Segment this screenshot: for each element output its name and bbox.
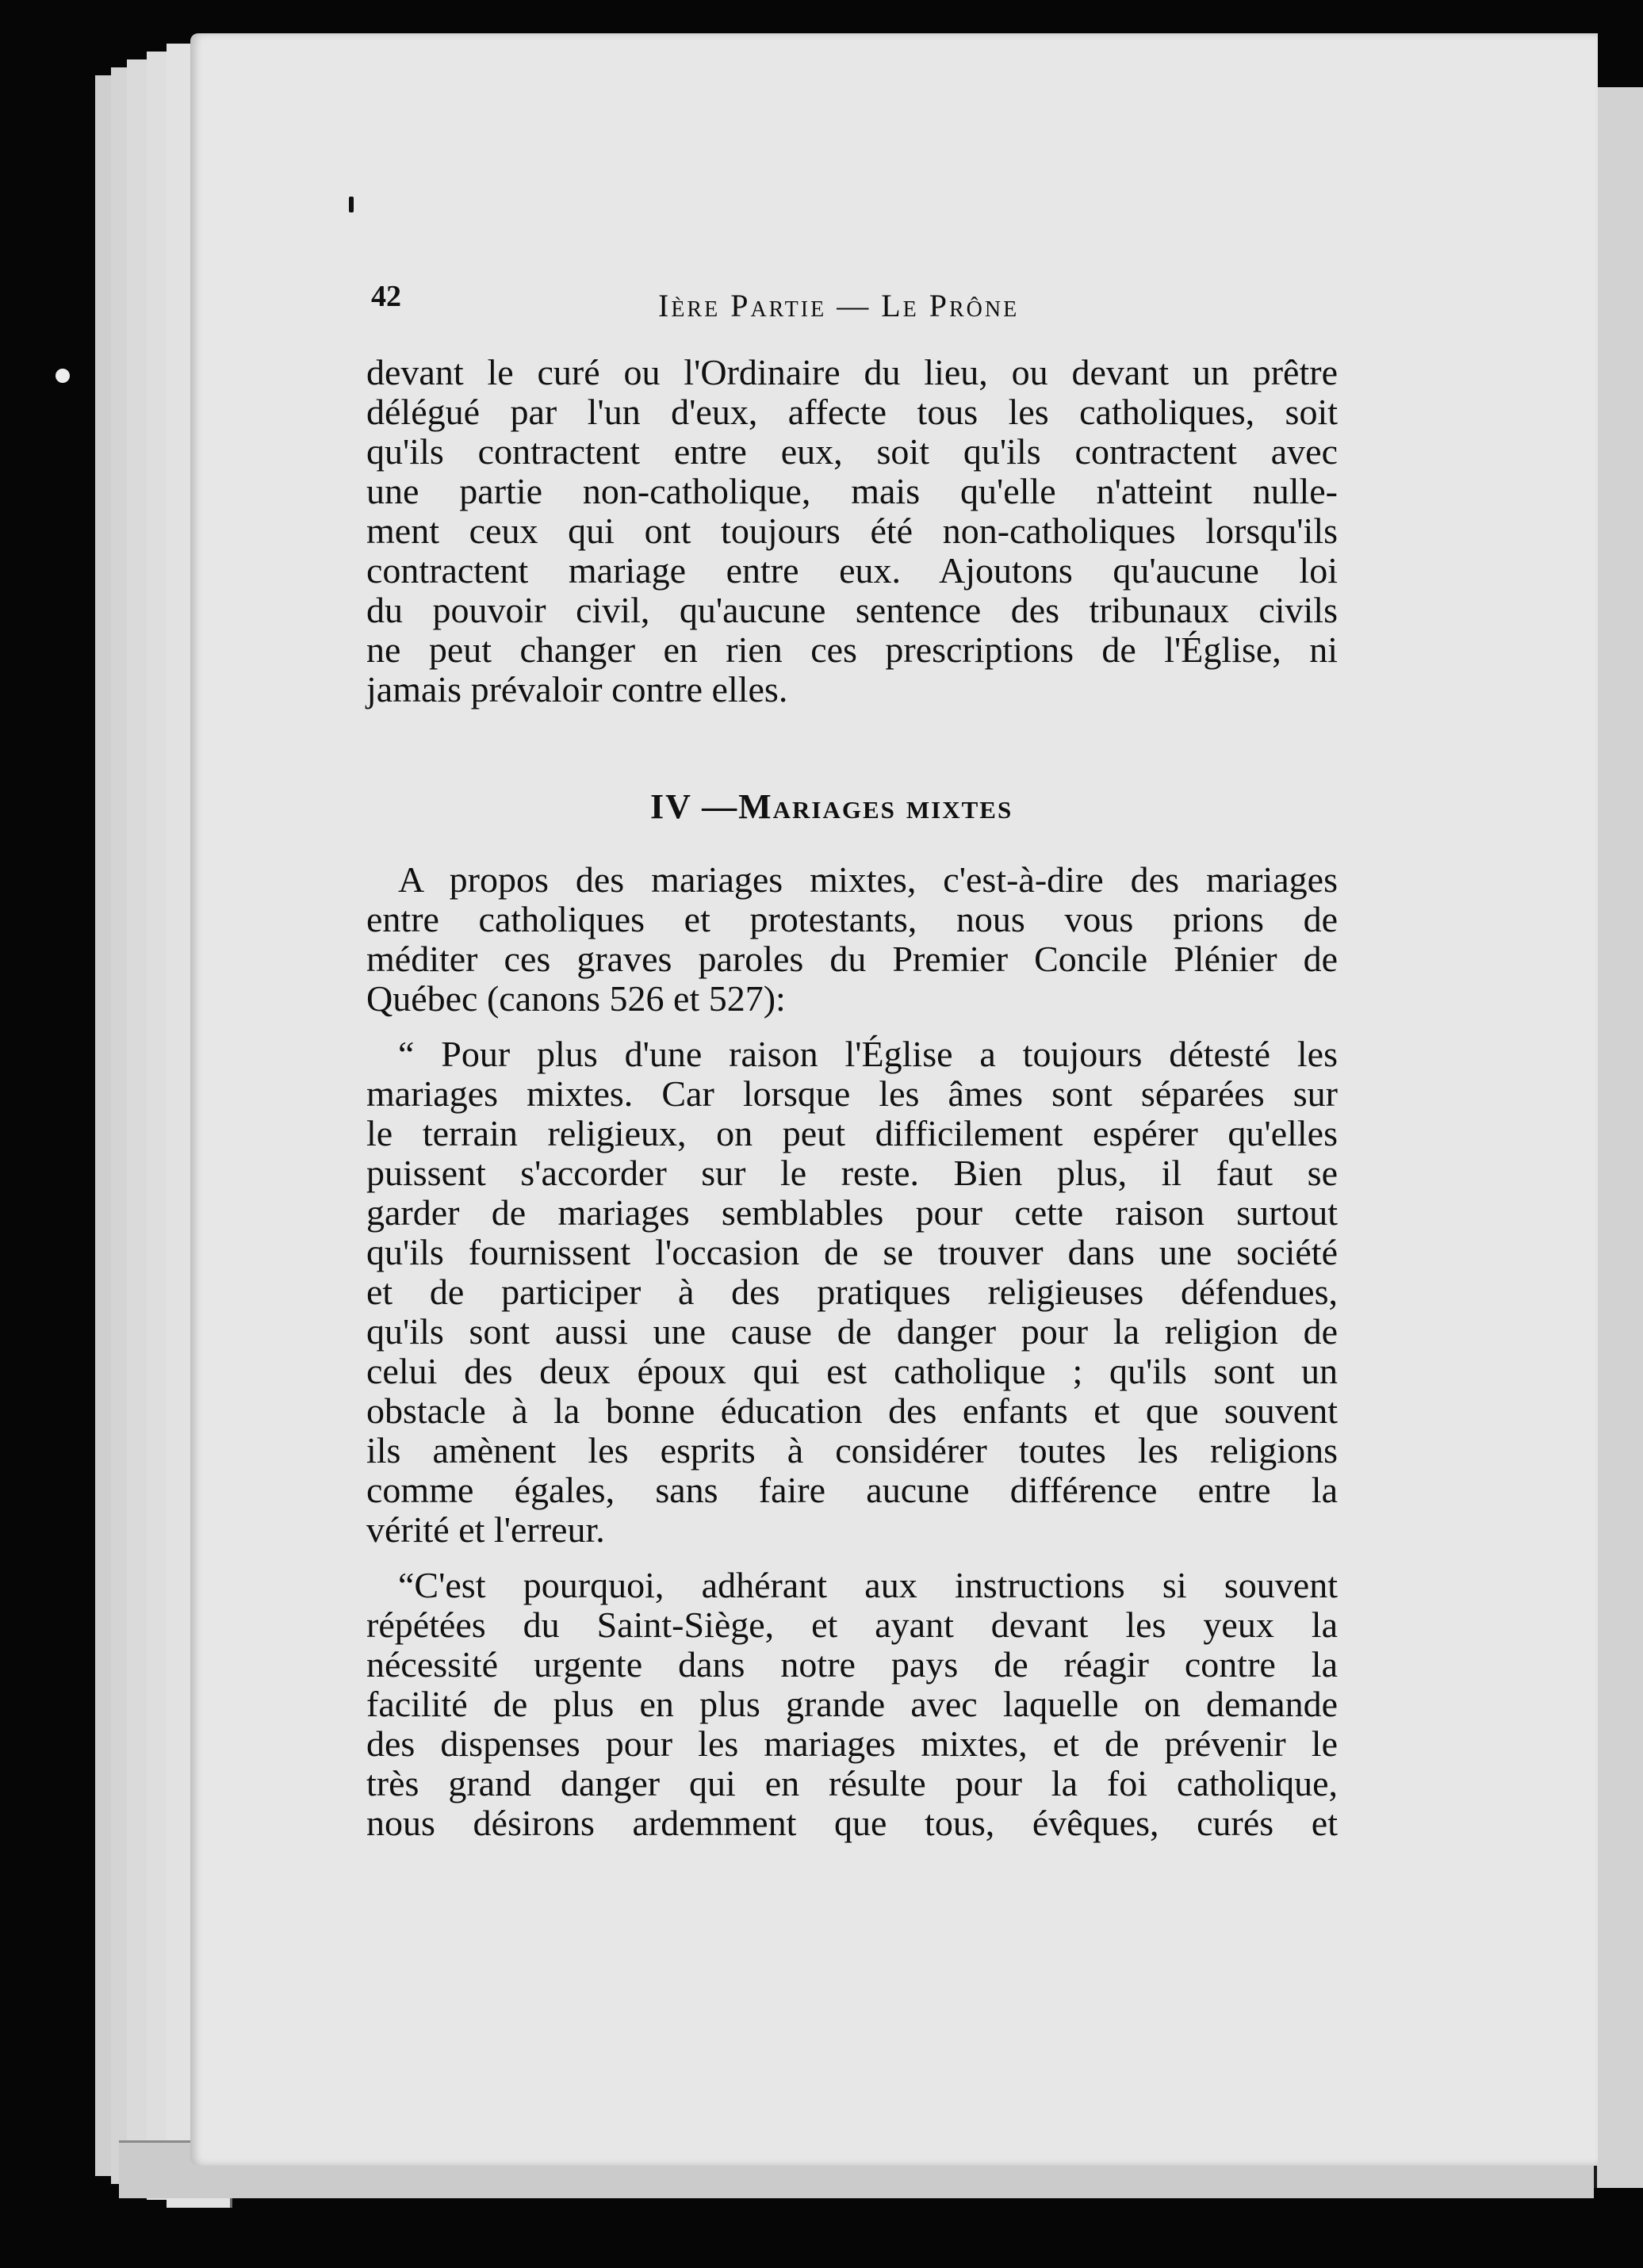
paragraph-2 xyxy=(366,860,1338,1019)
text-line: ment ceux qui ont toujours été non-catholiques lorsqu'ils xyxy=(366,511,1338,551)
text-line: qu'ils fournissent l'occasion de se trouver dans une société xyxy=(366,1232,1338,1272)
text-line: puissent s'accorder sur le reste. Bien plus, il faut se xyxy=(366,1153,1338,1193)
text-line: contractent mariage entre eux. Ajoutons qu'aucune loi xyxy=(366,550,1338,591)
text-line: très grand danger qui en résulte pour la foi catholique, xyxy=(366,1763,1338,1803)
text-line: “ Pour plus d'une raison l'Église a toujours détesté les xyxy=(398,1034,1338,1074)
paragraph-4 xyxy=(366,1566,1338,1843)
text-line: celui des deux époux qui est catholique ; qu'ils sont un xyxy=(366,1351,1338,1391)
text-line: méditer ces graves paroles du Premier Concile Plénier de xyxy=(366,939,1338,979)
text-line: qu'ils contractent entre eux, soit qu'ils contractent avec xyxy=(366,431,1338,472)
text-line: du pouvoir civil, qu'aucune sentence des tribunaux civils xyxy=(366,590,1338,630)
dust-speck xyxy=(56,369,70,383)
paragraph-1 xyxy=(366,353,1338,709)
text-line: Québec (canons 526 et 527): xyxy=(366,978,786,1019)
text-line: répétées du Saint-Siège, et ayant devant les yeux la xyxy=(366,1604,1338,1645)
text-line: A propos des mariages mixtes, c'est-à-dire des mariages xyxy=(398,859,1338,900)
running-head: Ière Partie — Le Prône xyxy=(658,288,1020,323)
margin-mark xyxy=(349,197,354,212)
text-line: jamais prévaloir contre elles. xyxy=(366,669,788,709)
text-line: obstacle à la bonne éducation des enfants et que souvent xyxy=(366,1390,1338,1431)
text-line: mariages mixtes. Car lorsque les âmes sont séparées sur xyxy=(366,1073,1338,1114)
text-line: délégué par l'un d'eux, affecte tous les catholiques, soit xyxy=(366,392,1338,432)
text-line: et de participer à des pratiques religieuses défendues, xyxy=(366,1272,1338,1312)
section-title: IV —Mariages mixtes xyxy=(650,787,1013,826)
text-line: des dispenses pour les mariages mixtes, et de prévenir le xyxy=(366,1723,1338,1764)
paragraph-3 xyxy=(366,1035,1338,1550)
text-line: vérité et l'erreur. xyxy=(366,1509,605,1550)
text-line: “C'est pourquoi, adhérant aux instructions si souvent xyxy=(398,1565,1338,1605)
text-line: nécessité urgente dans notre pays de réagir contre la xyxy=(366,1644,1338,1685)
text-line: comme égales, sans faire aucune différence entre la xyxy=(366,1470,1338,1510)
facing-page-edge xyxy=(1594,87,1643,2188)
text-line: ils amènent les esprits à considérer toutes les religions xyxy=(366,1430,1338,1471)
text-line: devant le curé ou l'Ordinaire du lieu, ou devant un prêtre xyxy=(366,352,1338,392)
text-line: entre catholiques et protestants, nous vous prions de xyxy=(366,899,1338,939)
text-line: garder de mariages semblables pour cette raison surtout xyxy=(366,1192,1338,1233)
text-line: le terrain religieux, on peut difficilement espérer qu'elles xyxy=(366,1113,1338,1153)
text-line: nous désirons ardemment que tous, évêques, curés et xyxy=(366,1803,1338,1843)
text-line: qu'ils sont aussi une cause de danger pour la religion de xyxy=(366,1311,1338,1352)
text-line: facilité de plus en plus grande avec laquelle on demande xyxy=(366,1684,1338,1724)
text-line: ne peut changer en rien ces prescriptions de l'Église, ni xyxy=(366,629,1338,670)
page-number: 42 xyxy=(371,280,401,313)
text-line: une partie non-catholique, mais qu'elle n'atteint nulle- xyxy=(366,471,1338,511)
